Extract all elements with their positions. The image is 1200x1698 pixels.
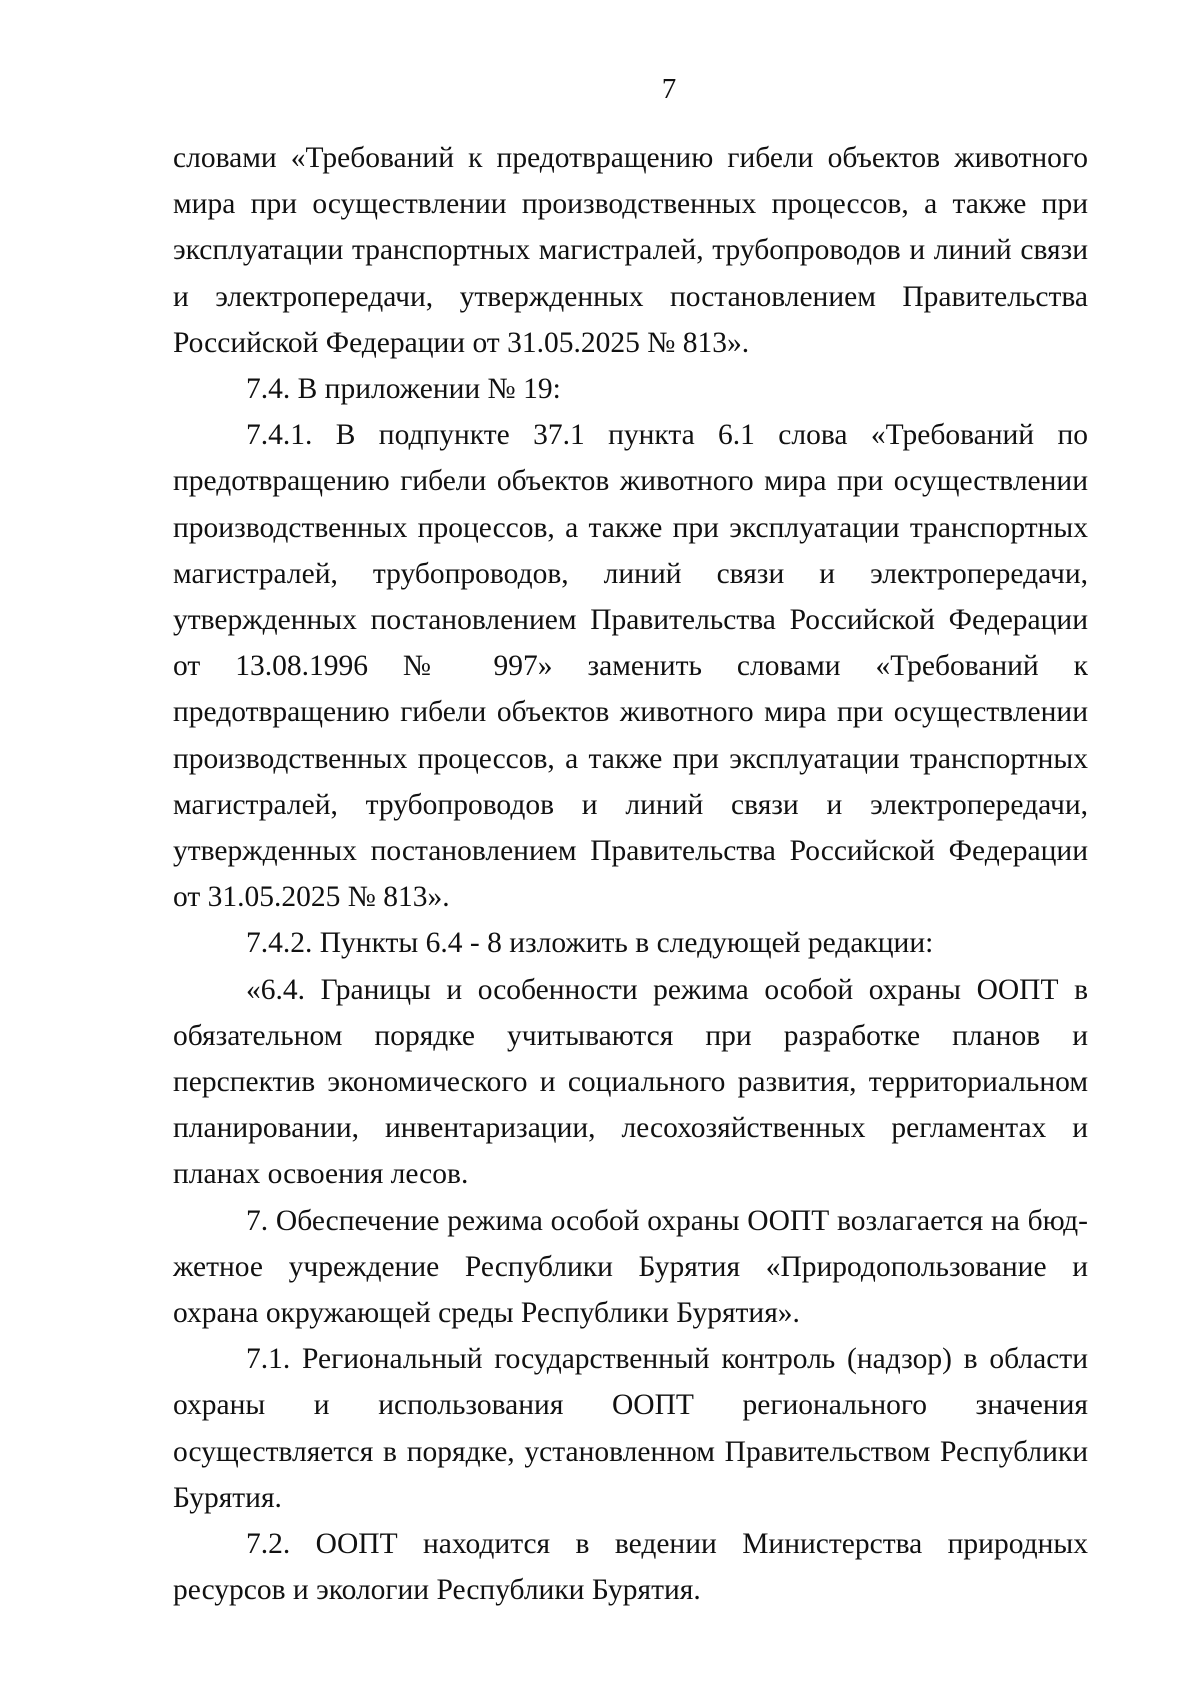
paragraph-7-4-2: 7.4.2. Пункты 6.4 - 8 изложить в следующей редакции: xyxy=(246,927,934,960)
paragraph-continuation: словами «Требований к предотвращению гибели объектов животного мира при осуществлении производственных процессов, а также при эксплуатации транспортных магистралей, трубопроводов и линий связи и электропередачи, утвержденных постановлением Правительства Российской Федерации от 31.05.2025 № 813». xyxy=(173,142,1088,359)
paragraph-7-4-1: 7.4.1. В подпункте 37.1 пункта 6.1 слова «Требований по предотвращению гибели объектов животного мира при осуществлении производственных процессов, а также при эксплуатации транспортных магистралей, трубопроводов, линий связи и электропередачи, утвержденных постановлением Правительства Российской Федерации от 13.08.1996 № 997» заменить словами «Требований к предотвращению гибели объектов животного мира при осуществлении производственных процессов, а также при эксплуатации транспортных магистралей, трубопроводов и линий связи и электропередачи, утвержденных постановлением Правительства Российской Федерации от 31.05.2025 № 813». xyxy=(173,419,1088,914)
paragraph-6-4: «6.4. Границы и особенности режима особой охраны ООПТ в обязательном порядке учитываются при разработке планов и перспектив экономического и социального развития, территориальном планировании, инвентаризации, лесохозяйственных регламентах и планах освоения лесов. xyxy=(173,973,1088,1191)
paragraph-7: 7. Обеспечение режима особой охраны ООПТ возлагается на бюджетное учреждение Республики Бурятия «Природопользование и охрана окружающей среды Республики Бурятия». xyxy=(173,1204,1088,1330)
paragraph-7-2: 7.2. ООПТ находится в ведении Министерства природных ресурсов и экологии Республики Бурятия. xyxy=(173,1528,1088,1607)
paragraph-7-1: 7.1. Региональный государственный контроль (надзор) в области охраны и использования ООПТ регионального значения осуществляется в порядке, установленном Правительством Республики Бурятия. xyxy=(173,1343,1088,1514)
page-number: 7 xyxy=(661,73,677,105)
document-body xyxy=(173,135,1088,1614)
paragraph-7-4: 7.4. В приложении № 19: xyxy=(246,373,561,406)
